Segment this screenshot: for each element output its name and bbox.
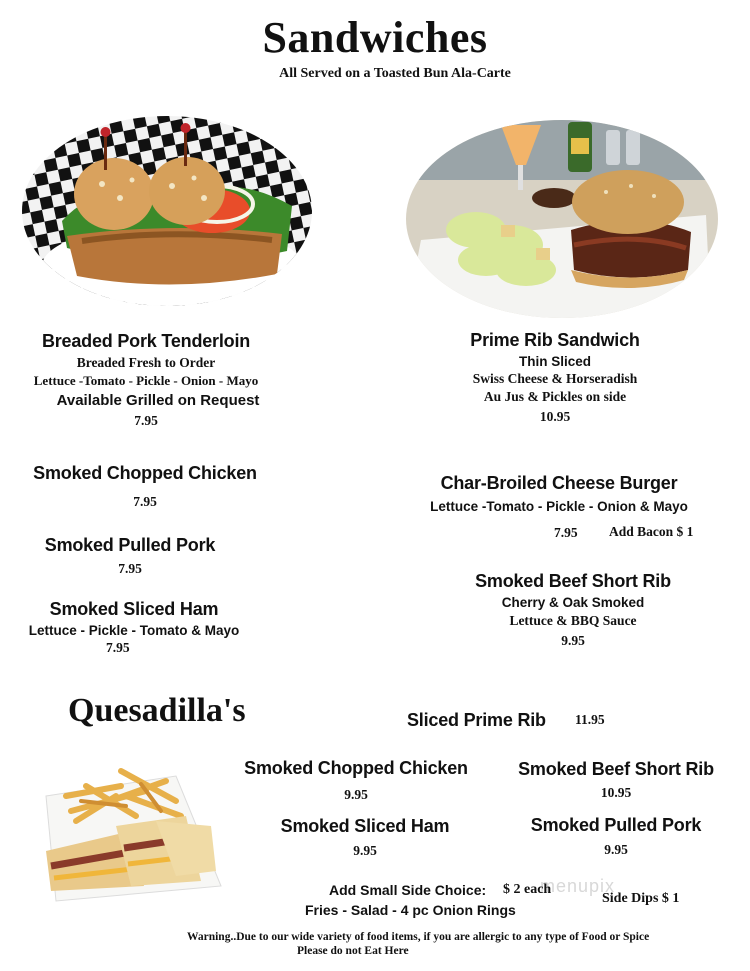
item-price: 9.95 <box>353 843 377 858</box>
quesadilla-prime-rib-name: Sliced Prime Rib <box>407 710 546 730</box>
menu-item-pulled-pork <box>0 535 260 577</box>
item-price: 10.95 <box>600 785 632 800</box>
item-name: Smoked Pulled Pork <box>44 535 216 555</box>
prime-rib-photo <box>406 120 718 318</box>
quesadilla-chopped-chicken <box>232 758 480 803</box>
item-name: Char-Broiled Cheese Burger <box>440 473 678 493</box>
item-desc: Swiss Cheese & Horseradish <box>472 371 638 386</box>
menu-item-chopped-chicken <box>0 463 290 510</box>
menu-item-prime-rib <box>410 330 700 425</box>
item-desc: Au Jus & Pickles on side <box>483 389 627 404</box>
watermark-logo: menupix <box>540 876 616 896</box>
item-desc: Available Grilled on Request <box>56 392 260 409</box>
item-price: 9.95 <box>344 787 368 802</box>
page-title: Sandwiches <box>262 13 488 62</box>
menu-item-pork-tenderloin <box>0 331 292 429</box>
item-desc: Lettuce -Tomato - Pickle - Onion - Mayo <box>33 373 259 388</box>
item-name: Smoked Beef Short Rib <box>518 759 714 779</box>
menu-item-cheese-burger <box>400 473 718 514</box>
side-choice-price: $ 2 each <box>503 882 552 897</box>
item-price: 10.95 <box>539 409 571 424</box>
item-desc: Lettuce & BBQ Sauce <box>509 613 637 628</box>
quesadilla-pulled-pork <box>505 815 727 858</box>
item-price: 7.95 <box>134 413 158 428</box>
item-desc: Lettuce - Pickle - Tomato & Mayo <box>28 623 240 638</box>
item-price: 7.95 <box>118 561 142 576</box>
item-price: 9.95 <box>604 842 628 857</box>
item-desc: Thin Sliced <box>518 354 591 369</box>
quesadillas-title: Quesadilla's <box>68 692 246 729</box>
item-desc: Cherry & Oak Smoked <box>501 595 645 610</box>
item-name: Smoked Chopped Chicken <box>244 758 468 778</box>
quesadilla-sliced-ham <box>250 816 480 859</box>
quesadilla-beef-short-rib <box>505 759 727 801</box>
side-dips: Side Dips $ 1 <box>602 891 680 906</box>
item-price: 7.95 <box>554 525 578 540</box>
allergy-warning: Warning..Due to our wide variety of food items, if you are allergic to any type of Food or Spice <box>187 931 650 943</box>
quesadilla-prime-rib-price: 11.95 <box>575 712 605 727</box>
item-name: Smoked Chopped Chicken <box>33 463 257 483</box>
item-name: Smoked Beef Short Rib <box>475 571 671 591</box>
item-price: 9.95 <box>561 633 585 648</box>
item-desc: Lettuce -Tomato - Pickle - Onion & Mayo <box>430 499 688 514</box>
item-name: Smoked Sliced Ham <box>49 599 219 619</box>
item-name: Breaded Pork Tenderloin <box>41 331 251 351</box>
item-name: Smoked Sliced Ham <box>280 816 450 836</box>
side-options: Fries - Salad - 4 pc Onion Rings <box>305 902 516 918</box>
item-addon: Add Bacon $ 1 <box>609 524 694 539</box>
quesadilla-photo <box>26 756 226 906</box>
item-name: Smoked Pulled Pork <box>530 815 702 835</box>
pork-tenderloin-photo <box>22 116 312 306</box>
page-subtitle: All Served on a Toasted Bun Ala-Carte <box>279 66 511 81</box>
allergy-warning-line2: Please do not Eat Here <box>297 945 409 957</box>
side-choice-label: Add Small Side Choice: <box>329 882 487 898</box>
item-price: 7.95 <box>133 494 157 509</box>
item-name: Prime Rib Sandwich <box>470 330 640 350</box>
item-desc: Breaded Fresh to Order <box>76 355 216 370</box>
menu-item-beef-short-rib <box>420 571 726 649</box>
item-price: 7.95 <box>106 640 130 655</box>
menu-item-sliced-ham <box>0 599 268 656</box>
